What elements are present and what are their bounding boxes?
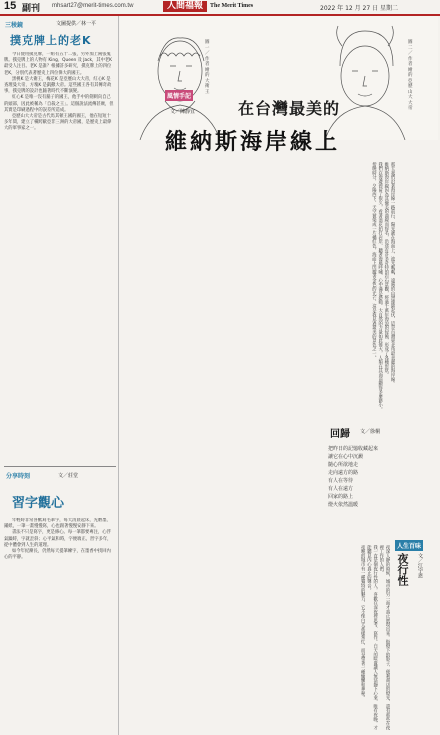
- poem-line: 走向遠方的路: [328, 470, 359, 476]
- poem-line: 把昨日的記憶收藏起來: [328, 446, 379, 452]
- illustration-caption: 圖二／作者繪的亞歷山大大帝: [408, 40, 413, 111]
- portrait-illustrations: [120, 16, 438, 140]
- paragraph: 紅心K 是唯一沒有鬍子的國王，他手中的劍刺向自己的頭部，因此被稱為「自殺之王」。這個說法流傳甚廣，但其實是印刷過程中的誤差所造成。: [4, 95, 114, 113]
- article-author: 文／莊堂: [58, 473, 79, 479]
- paragraph: 我一直是個夜行性的人，喜歡在深夜裡思考、寫作。白天的喧囂讓人無法靜下心來，唯有夜晚，才能聽見內心真正的聲音。: [366, 545, 378, 730]
- paragraph: 如今年紀漸長，仍然每天提筆練字，在墨香中找回內心的平靜。: [4, 549, 111, 561]
- column-tag: 三稜鏡: [5, 22, 24, 29]
- paragraph: 我們在海邊停留了很久，看著浪花拍打岩岸，聽著海風呼嘯，心中滿是感動。大自然的力量如此偉大，人類在其面前顯得多麼渺小。: [377, 162, 383, 412]
- paragraph: 夜深人靜的時候，城市的另一面才真正展現出來。街燈下的影子，便利商店的燈光，還有那些在夜裡工作的人們。: [378, 545, 390, 730]
- headline-line-2: 維納斯海岸線上: [165, 130, 341, 155]
- poem-line: 有人在遠方: [328, 486, 354, 492]
- article-body: [4, 518, 114, 728]
- illustration-area: [120, 16, 438, 140]
- paragraph: 那天我們沿著海岸線一路前行，陽光灑在海面上，波光粼粼，遠處的山巒連綿起伏，這是台灣東北角最美麗的海岸線。: [390, 162, 395, 386]
- article-title: 夜行性: [396, 553, 409, 586]
- page-number: 15: [4, 0, 17, 12]
- poem-line: 隨心所欲地走: [328, 462, 359, 468]
- newspaper-logo: 人間福報: [163, 1, 207, 12]
- poem-line: 燈火依然溫暖: [328, 502, 359, 508]
- page-section-name: 副刊: [22, 4, 41, 14]
- article-body: [4, 52, 114, 457]
- contact-email[interactable]: mhsart27@merit-times.com.tw: [52, 3, 134, 9]
- paragraph: 維納斯海岸線因為其優美的曲線而得名，沿途有許多奇特的岩石景觀，經過千萬年海浪的侵蝕，形成了各種形狀。: [383, 162, 389, 377]
- paragraph: 今日使用撲克牌，一組有五十二張，另外加上兩張鬼牌。撲克牌上的人物有 King、Queen 及 Jack，其中老K 最受人注目。老K 是誰？根據許多研究，撲克牌上的四位老K，分別代表著歷史上四位偉大的國王。: [4, 52, 112, 76]
- paragraph: 傍晚時分，夕陽西下，天空被染成一片橘紅色，海面上閃耀著金色的光芒，這是我見過最美的景色之一。: [371, 162, 377, 360]
- paragraph: 年輕時非常喜歡寫毛筆字，每天清晨起床，先磨墨、鋪紙，一筆一畫慢慢寫，心也跟著慢慢安靜下來。: [4, 518, 111, 530]
- section-divider: [4, 466, 116, 467]
- issue-date: 2022 年 12 月 27 日 星期二: [320, 5, 398, 12]
- poem-line: 回家的路上: [328, 494, 354, 500]
- paragraph: 夜晚的城市有一種獨特的魅力，它不像白天那樣匆忙，而是帶著一種慵懶和神秘。: [360, 545, 366, 700]
- poem-lines: [328, 445, 433, 509]
- illustration-caption: 圖一／作者繪的大衛王: [205, 40, 210, 95]
- article-author: 文／陳靜宜: [170, 109, 196, 115]
- headline-line-1: 在台灣最美的: [238, 99, 341, 118]
- article-title: 習字觀心: [12, 496, 65, 511]
- poem-author: 文／徐桐: [360, 429, 381, 435]
- article-title: 撲克牌上的老K: [10, 34, 92, 47]
- article-author: 文圖提供／林一平: [56, 21, 97, 27]
- paragraph: 書法不只是寫字，更是修心。每一筆都要專注，心浮氣躁時，字就歪斜；心平氣和時，字便端正。習字多年，從中體會到人生的道理。: [4, 530, 112, 548]
- column-tag: 分享時刻: [6, 473, 31, 480]
- column-tag: 人生百味: [395, 540, 423, 551]
- newspaper-logo-en: The Merit Times: [210, 3, 254, 9]
- poem-line: 讓它在心中沉澱: [328, 454, 364, 460]
- article-body: [125, 545, 390, 730]
- feature-body: [125, 162, 395, 452]
- poem-title: 回歸: [330, 429, 350, 440]
- article-author: 文／江宇恩: [417, 553, 423, 578]
- paragraph: 黑桃K 是大衛王，梅花K 是亞歷山大大帝，紅心K 是查理曼大帝，方塊K 是凱撒大帝。這些國王各有其傳奇故事，撲克牌的設計也隨著時代不斷演變。: [4, 76, 112, 95]
- column-tag: 風情手記: [165, 90, 193, 101]
- paragraph: 亞歷山大大帝是古代馬其頓王國的國王，他在短短十多年間，建立了橫跨歐亞非三洲的大帝國，是歷史上最偉大的軍事家之一。: [4, 114, 112, 132]
- poem-line: 有人在等待: [328, 478, 354, 484]
